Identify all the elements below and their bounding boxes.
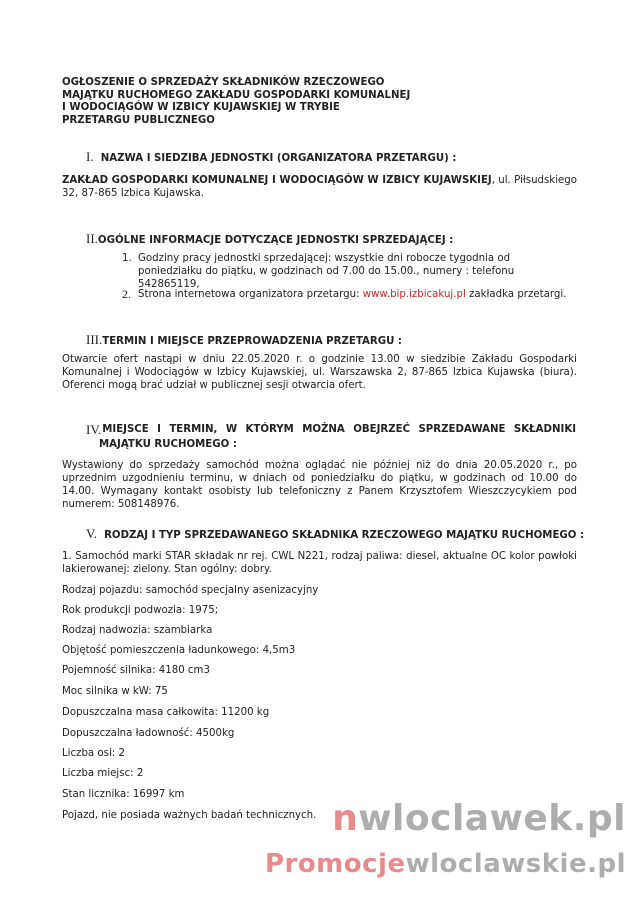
spec-line: Moc silnika w kW: 75 — [62, 686, 168, 697]
organizer-paragraph — [62, 174, 577, 200]
section-title: MIEJSCE I TERMIN, W KTÓRYM MOŻNA OBEJRZEĆ SPRZEDAWANE SKŁADNIKI — [102, 424, 576, 435]
spec-line: Objętość pomieszczenia ładunkowego: 4,5m3 — [62, 645, 296, 656]
section-title: TERMIN I MIEJSCE PRZEPROWADZENIA PRZETARGU : — [102, 336, 402, 347]
spec-line: Rok produkcji podwozia: 1975; — [62, 605, 219, 616]
website-label: Strona internetowa organizatora przetargu: — [138, 289, 363, 300]
list-item-number: 1. — [122, 253, 132, 264]
list-item-text — [138, 288, 577, 301]
website-link[interactable]: www.bip.izbicakuj.pl — [362, 289, 466, 300]
spec-line: Rodzaj nadwozia: szambiarka — [62, 625, 213, 636]
spec-line: Rodzaj pojazdu: samochód specjalny asenizacyjny — [62, 585, 319, 596]
viewing-paragraph: Wystawiony do sprzedaży samochód można oglądać nie później niż do dnia 20.05.2020 r., po uprzednim uzgodnieniu terminu, w dniach od poniedziałku do piątku, w godzinach od 10.00 do 14.00. Wymagany kontakt osobisty lub telefoniczny z Panem Krzysztofem Wieszczycykiem pod numerem: 508148976. — [62, 460, 577, 510]
section-3-heading — [86, 333, 402, 348]
watermark-logo-secondary: Promocjewloclawskie.pl — [264, 849, 626, 879]
section-2-heading — [86, 232, 453, 247]
spec-line: Dopuszczalna masa całkowita: 11200 kg — [62, 707, 270, 718]
section-4-heading — [86, 423, 576, 451]
section-number: III. — [86, 332, 103, 347]
spec-line: Liczba miejsc: 2 — [62, 768, 144, 779]
spec-line: Pojemność silnika: 4180 cm3 — [62, 665, 210, 676]
section-title: RODZAJ I TYP SPRZEDAWANEGO SKŁADNIKA RZECZOWEGO MAJĄTKU RUCHOMEGO : — [104, 530, 585, 541]
tender-date-paragraph: Otwarcie ofert nastąpi w dniu 22.05.2020 r. o godzinie 13.00 w siedzibie Zakładu Gospodarki Komunalnej i Wodociągów w Izbicy Kujawskiej, ul. Warszawska 2, 87-865 Izbica Kujawska (biura). Oferenci mogą brać udział w publicznej sesji otwarcia ofert. — [62, 354, 577, 391]
website-suffix: zakładka przetargi. — [465, 289, 567, 300]
vehicle-intro: 1. Samochód marki STAR składak nr rej. CWL N221, rodzaj paliwa: diesel, aktualne OC kolor powłoki lakierowanej: zielony. Stan ogólny: dobry. — [62, 551, 577, 575]
list-item-text: Godziny pracy jednostki sprzedającej: wszystkie dni robocze tygodnia od poniedziałku do piątku, w godzinach od 7.00 do 15.00., numery : telefonu 542865119, — [138, 253, 515, 290]
watermark-logo: nwloclawek.pl — [332, 798, 626, 839]
section-number: IV. — [86, 422, 102, 437]
section-title: NAZWA I SIEDZIBA JEDNOSTKI (ORGANIZATORA PRZETARGU) : — [100, 153, 457, 164]
organizer-name: ZAKŁAD GOSPODARKI KOMUNALNEJ I WODOCIĄGÓW W IZBICY KUJAWSKIEJ — [62, 175, 492, 186]
spec-line: Dopuszczalna ładowność: 4500kg — [62, 728, 235, 739]
spec-line: Pojazd, nie posiada ważnych badań technicznych. — [62, 810, 317, 821]
section-1-heading — [86, 150, 456, 165]
section-number: I. — [86, 149, 94, 164]
document-title: OGŁOSZENIE O SPRZEDAŻY SKŁADNIKÓW RZECZOWEGO MAJĄTKU RUCHOMEGO ZAKŁADU GOSPODARKI KOMUNALNEJ I WODOCIĄGÓW W IZBICY KUJAWSKIEJ W TRYBIE PRZETARGU PUBLICZNEGO — [62, 77, 411, 126]
organizer-address: , ul. Piłsudskiego 32, 87-865 Izbica Kujawska. — [62, 175, 577, 199]
section-title-cont: MAJĄTKU RUCHOMEGO : — [99, 439, 237, 450]
section-5-heading — [86, 527, 584, 542]
spec-line: Stan licznika: 16997 km — [62, 789, 185, 800]
list-item-number: 2. — [122, 287, 131, 301]
section-number: V. — [86, 526, 97, 541]
section-title: OGÓLNE INFORMACJE DOTYCZĄCE JEDNOSTKI SPRZEDAJĄCEJ : — [97, 235, 454, 246]
spec-line: Liczba osi: 2 — [62, 748, 125, 759]
section-number: II. — [86, 231, 98, 246]
